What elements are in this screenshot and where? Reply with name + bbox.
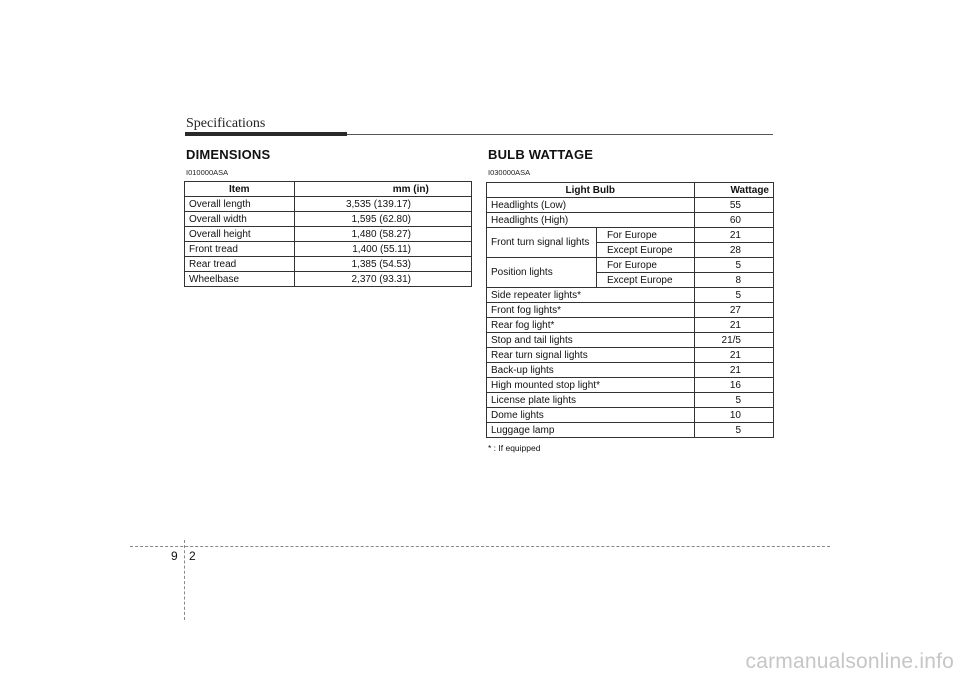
dimension-item: Front tread [185, 242, 295, 257]
bulb-label: Headlights (High) [487, 213, 695, 228]
bulb-watt: 21 [694, 318, 773, 333]
footnote: * : If equipped [488, 443, 541, 453]
bulb-label: Stop and tail lights [487, 333, 695, 348]
page-number: 2 [189, 549, 196, 563]
col-bulb-header: Light Bulb [487, 183, 695, 198]
bulb-label: Front fog lights* [487, 303, 695, 318]
bulb-title: BULB WATTAGE [488, 147, 594, 162]
dimension-value: 3,535 (139.17) [294, 197, 471, 212]
col-item-header: Item [185, 182, 295, 197]
table-row [487, 198, 774, 213]
table-row [487, 363, 774, 378]
bulb-label: Side repeater lights* [487, 288, 695, 303]
col-value-header: mm (in) [294, 182, 471, 197]
table-row [487, 228, 774, 243]
header-rule [347, 134, 773, 135]
table-row [185, 272, 472, 287]
bulb-label: Back-up lights [487, 363, 695, 378]
bulb-watt: 27 [694, 303, 773, 318]
bulb-watt: 5 [694, 393, 773, 408]
table-row [487, 348, 774, 363]
bulb-watt: 8 [694, 273, 773, 288]
bulb-sub-label: For Europe [596, 258, 694, 273]
table-row [487, 423, 774, 438]
table-row [185, 242, 472, 257]
dimension-value: 2,370 (93.31) [294, 272, 471, 287]
table-header-row [487, 183, 774, 198]
table-row [487, 393, 774, 408]
bulb-watt: 21 [694, 228, 773, 243]
dimension-value: 1,400 (55.11) [294, 242, 471, 257]
bulb-watt: 5 [694, 288, 773, 303]
footer-divider [184, 540, 185, 620]
bulb-sub-label: Except Europe [596, 243, 694, 258]
table-row [185, 257, 472, 272]
table-row [185, 197, 472, 212]
table-row [487, 303, 774, 318]
table-row [487, 258, 774, 273]
bulb-table [486, 182, 774, 438]
bulb-label: Dome lights [487, 408, 695, 423]
footer-rule [130, 546, 830, 547]
bulb-label: Rear fog light* [487, 318, 695, 333]
bulb-sub-label: For Europe [596, 228, 694, 243]
bulb-watt: 16 [694, 378, 773, 393]
bulb-label: Front turn signal lights [487, 228, 597, 258]
bulb-watt: 10 [694, 408, 773, 423]
page-chapter: 9 [171, 549, 178, 563]
bulb-label: License plate lights [487, 393, 695, 408]
dimension-value: 1,385 (54.53) [294, 257, 471, 272]
bulb-label: Luggage lamp [487, 423, 695, 438]
bulb-watt: 5 [694, 258, 773, 273]
table-row [487, 378, 774, 393]
dimensions-title: DIMENSIONS [186, 147, 271, 162]
watermark: carmanualsonline.info [745, 650, 954, 673]
table-header-row [185, 182, 472, 197]
bulb-label: Position lights [487, 258, 597, 288]
page-title: Specifications [186, 116, 266, 131]
header-bar [185, 132, 347, 136]
dimension-item: Overall width [185, 212, 295, 227]
dimension-value: 1,480 (58.27) [294, 227, 471, 242]
table-row [487, 333, 774, 348]
dimension-value: 1,595 (62.80) [294, 212, 471, 227]
bulb-code: I030000ASA [488, 168, 531, 177]
col-watt-header: Wattage [694, 183, 773, 198]
dimensions-table [184, 181, 472, 287]
dimension-item: Rear tread [185, 257, 295, 272]
bulb-watt: 60 [694, 213, 773, 228]
bulb-watt: 5 [694, 423, 773, 438]
dimensions-code: I010000ASA [186, 168, 229, 177]
dimension-item: Overall height [185, 227, 295, 242]
bulb-watt: 28 [694, 243, 773, 258]
dimension-item: Wheelbase [185, 272, 295, 287]
table-row [185, 227, 472, 242]
table-row [185, 212, 472, 227]
table-row [487, 288, 774, 303]
dimension-item: Overall length [185, 197, 295, 212]
bulb-label: Headlights (Low) [487, 198, 695, 213]
bulb-watt: 21 [694, 363, 773, 378]
bulb-label: High mounted stop light* [487, 378, 695, 393]
bulb-sub-label: Except Europe [596, 273, 694, 288]
table-row [487, 318, 774, 333]
bulb-watt: 21 [694, 348, 773, 363]
bulb-watt: 21/5 [694, 333, 773, 348]
bulb-label: Rear turn signal lights [487, 348, 695, 363]
table-row [487, 408, 774, 423]
bulb-watt: 55 [694, 198, 773, 213]
table-row [487, 213, 774, 228]
